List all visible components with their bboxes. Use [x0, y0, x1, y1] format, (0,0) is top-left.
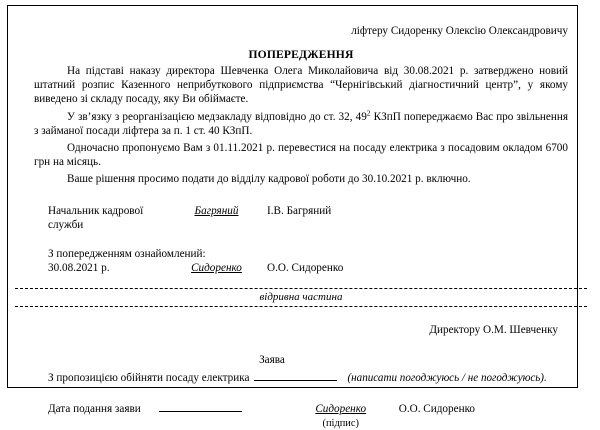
document-content — [34, 12, 568, 430]
document-frame — [7, 5, 578, 429]
application-proposal-row — [34, 370, 568, 385]
acknowledgement-scrawl: Сидоренко — [191, 262, 242, 275]
application-addressee: Директору О.М. Шевченку — [429, 323, 558, 336]
acknowledgement-label: З попередженням ознайомлений: — [48, 248, 206, 261]
proposal-blank-field[interactable] — [254, 370, 337, 381]
application-proposal-note: (написати погоджуюсь / не погоджуюсь). — [347, 371, 547, 384]
acknowledgement-date: 30.08.2021 р. — [48, 262, 110, 275]
tear-off-rule-bottom — [15, 306, 587, 307]
signature-scrawl: Багряний — [194, 204, 239, 217]
signature-name: І.В. Багряний — [267, 204, 332, 217]
application-scrawl: Сидоренко — [315, 403, 367, 416]
acknowledgement-name: О.О. Сидоренко — [267, 262, 344, 275]
application-proposal-text: З пропозицією обійняти посаду електрика — [48, 371, 250, 384]
signature-role: Начальник кадрової служби — [48, 204, 144, 231]
paragraph-2-after: КЗпП попереджаємо Вас про звільнення з займаної посади ліфтера за п. 1 ст. 40 КЗпП. — [34, 110, 569, 137]
application-date-row — [34, 401, 568, 429]
application-scrawl-caption: (підпис) — [322, 417, 359, 429]
tear-off-separator — [34, 288, 568, 307]
application-title: Заява — [259, 353, 285, 366]
acknowledgement-row — [48, 261, 568, 275]
paragraph-3: Одночасно пропонуємо Вам з 01.11.2021 р. перевестися на посаду електрика з посадовим окладом 6700 грн на місяць. — [34, 142, 568, 169]
paragraph-2-superscript: 2 — [366, 107, 371, 117]
signature-block — [34, 204, 568, 232]
tear-off-label: відривна частина — [259, 290, 343, 303]
addressee-line: ліфтеру Сидоренку Олексію Олександровичу — [351, 25, 568, 37]
acknowledgement-block — [34, 247, 568, 276]
paragraph-2-before: У зв’язку з реорганізацією медзакладу відповідно до ст. 32, 49 — [67, 110, 367, 123]
paragraph-2 — [34, 107, 569, 138]
page-title: ПОПЕРЕДЖЕННЯ — [248, 48, 354, 61]
application-signer-name: О.О. Сидоренко — [398, 403, 476, 416]
paragraph-4: Ваше рішення просимо подати до відділу кадрової роботи до 30.10.2021 р. включно. — [67, 173, 471, 186]
application-signature-wrap — [297, 402, 385, 429]
paragraph-1: На підставі наказу директора Шевченка Олега Миколайовича від 30.08.2021 р. затверджено новий штатний розпис Казенного неприбуткового підприємства “Чернігівський діагностичний центр”, у якому виведено зі складу посаду, яку Ви обіймаєте. — [34, 65, 568, 106]
signature-row — [48, 204, 568, 232]
application-date-label: Дата подання заяви — [48, 403, 141, 416]
